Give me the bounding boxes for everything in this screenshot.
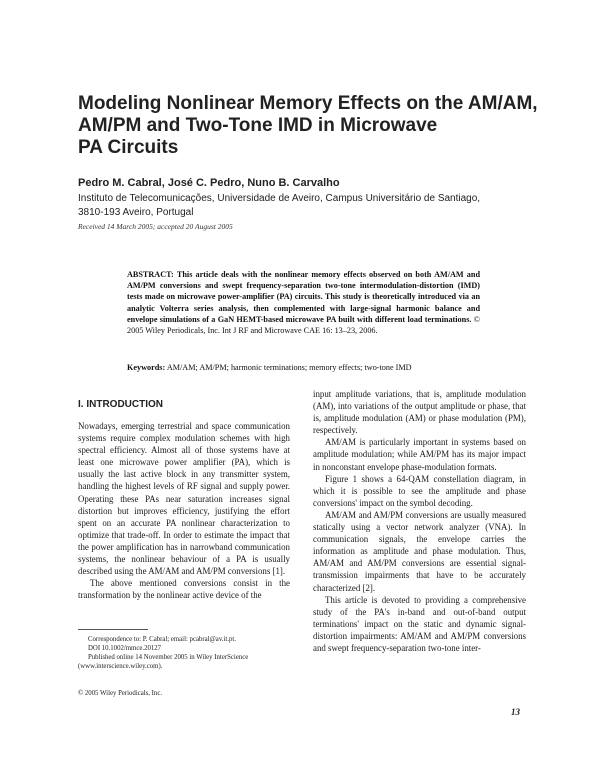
right-column (313, 388, 526, 654)
author-list: Pedro M. Cabral, José C. Pedro, Nuno B. Carvalho (78, 177, 340, 189)
affiliation-line-1: Instituto de Telecomunicações, Universidade de Aveiro, Campus Universitário de Santiago, (78, 193, 481, 204)
abstract (127, 269, 480, 336)
paragraph: The above mentioned conversions consist in the transformation by the nonlinear active device of the (78, 578, 290, 601)
footnote-published: Published online 14 November 2005 in Wiley InterScience (www.interscience.wiley.com). (78, 654, 249, 670)
paragraph: Nowadays, emerging terrestrial and space communication systems require complex modulation schemes with high spectral efficiency. Almost all of those systems have at least one microwave power amplifier (PA), which is usually the last active block in any transmitter system, handling the highest levels of RF signal and supply power. Operating these PAs near saturation increases signal distortion but improves efficiency, justifying the effort spent on an accurate PA nonlinear characterization to optimize that trade-off. In order to estimate the impact that the power amplification has in narrowband communication systems, the nonlinear behaviour of a PA is usually described using the AM/AM and AM/PM conversions [1]. (78, 421, 290, 577)
title-line-3: PA Circuits (78, 137, 179, 158)
footnote-divider (78, 629, 148, 630)
keywords (127, 363, 480, 372)
copyright-notice: © 2005 Wiley Periodicals, Inc. (78, 690, 163, 697)
abstract-text: This article deals with the nonlinear memory effects observed on both AM/AM and AM/PM conversions and swept frequency-separation two-tone intermodulation-distortion (IMD) tests made on microwave power-amplifier (PA) circuits. This study is theoretically introduced via an analytic Volterra series analysis, then complemented with large-signal harmonic balance and envelope simulations of a GaN HEMT-based microwave PA built with different load terminations. (127, 270, 481, 324)
page-number: 13 (511, 707, 520, 717)
paragraph: AM/AM and AM/PM conversions are usually measured statically using a vector network analyzer (VNA). In communication signals, the envelope carries the information as amplitude and phase modulation. Thus, AM/AM and AM/PM conversions are essential signal-transmission impairments that have to be accurately characterized [2]. (313, 509, 526, 593)
footnotes (78, 635, 293, 671)
title-line-1: Modeling Nonlinear Memory Effects on the AM/AM, (78, 93, 538, 114)
article-title (78, 93, 548, 159)
keywords-label: Keywords: (127, 363, 166, 372)
keywords-text: AM/AM; AM/PM; harmonic terminations; memory effects; two-tone IMD (166, 363, 412, 372)
affiliation-line-2: 3810-193 Aveiro, Portugal (78, 207, 194, 218)
paragraph: input amplitude variations, that is, amplitude modulation (AM), into variations of the output amplitude or phase, that is, amplitude modulation (AM) or phase modulation (PM), respectively. (313, 389, 526, 436)
paragraph: AM/AM is particularly important in systems based on amplitude modulation; while AM/PM has its major impact in nonconstant envelope phase-modulation formats. (313, 437, 526, 472)
abstract-label: ABSTRACT: (127, 270, 174, 279)
footnote-doi: DOI 10.1002/mmce.20127 (88, 645, 162, 652)
received-date: Received 14 March 2005; accepted 20 August 2005 (78, 222, 233, 231)
title-line-2: AM/PM and Two-Tone IMD in Microwave (78, 115, 438, 136)
abstract-citation: © 2005 Wiley Periodicals, Inc. Int J RF and Microwave CAE 16: 13–23, 2006. (127, 314, 480, 336)
affiliation (78, 192, 528, 220)
footnote-correspondence: Correspondence to: P. Cabral; email: pcabral@av.it.pt. (88, 636, 236, 643)
paragraph: Figure 1 shows a 64-QAM constellation diagram, in which it is possible to see the amplitude and phase conversions' impact on the symbol decoding. (313, 473, 526, 508)
section-heading: I. INTRODUCTION (78, 399, 163, 410)
left-column (78, 420, 290, 601)
paragraph: This article is devoted to providing a comprehensive study of the PA's in-band and out-of-band output terminations' impact on the static and dynamic signal-distortion impairments: AM/AM and AM/PM conversions and swept frequency-separation two-tone inter- (313, 594, 526, 653)
